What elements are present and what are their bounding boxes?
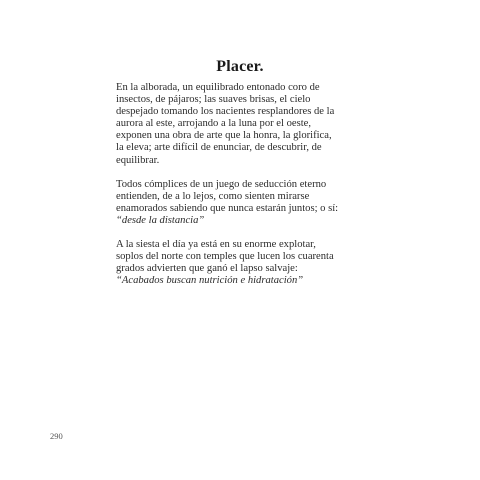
poem-line: En la alborada, un equilibrado entonado coro de: [116, 82, 320, 93]
poem-line: aurora al este, arrojando a la luna por el oeste,: [116, 118, 312, 130]
stanza-2: [116, 179, 446, 227]
poem-line: exponen una obra de arte que la honra, la glorifica,: [116, 130, 332, 142]
poem-line: insectos, de pájaros; las suaves brisas, el cielo: [116, 94, 311, 106]
stanza-3: [116, 239, 446, 287]
poem-line: enamorados sabiendo que nunca estarán juntos; o sí:: [116, 202, 339, 214]
poem-line: entienden, de a lo lejos, como sienten mirarse: [116, 190, 310, 202]
poem-line: equilibrar.: [116, 154, 160, 166]
poem-line-italic: “Acabados buscan nutrición e hidratación”: [116, 275, 304, 287]
poem-title: Placer.: [216, 58, 264, 75]
page-number: 290: [50, 431, 63, 441]
poem-line: la eleva; arte difícil de enunciar, de descubrir, de: [116, 142, 322, 154]
poem-body: [116, 82, 446, 299]
poem-line: A la siesta el día ya está en su enorme explotar,: [116, 239, 316, 251]
poem-line: despejado tomando los nacientes resplandores de la: [116, 106, 335, 118]
poem-line: Todos cómplices de un juego de seducción eterno: [116, 178, 327, 190]
poem-line-italic: “desde la distancia”: [116, 214, 205, 226]
poem-line: soplos del norte con temples que lucen los cuarenta: [116, 251, 334, 263]
poem-line: grados advierten que ganó el lapso salvaje:: [116, 263, 298, 275]
stanza-1: [116, 82, 446, 167]
